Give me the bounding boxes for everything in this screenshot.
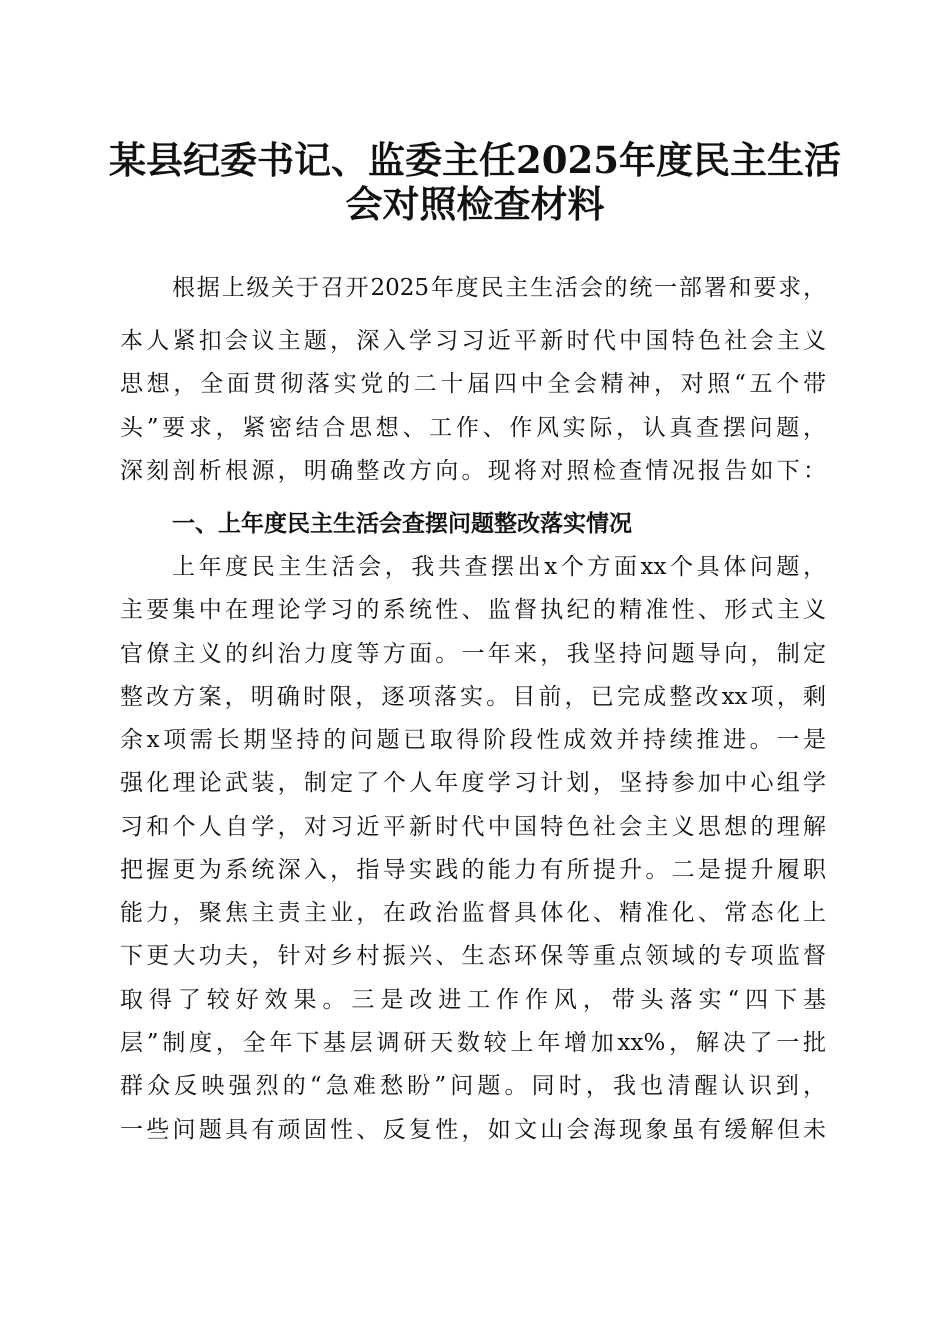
body-line: 一些问题具有顽固性、反复性，如文山会海现象虽有缓解但未 xyxy=(120,1117,826,1143)
body-line: 强化理论武装，制定了个人年度学习计划，坚持参加中心组学 xyxy=(120,770,826,796)
body-line: 取得了较好效果。三是改进工作作风，带头落实“四下基 xyxy=(120,987,826,1013)
body-line: 主要集中在理论学习的系统性、监督执纪的精准性、形式主义 xyxy=(120,597,826,623)
body-line: 层”制度，全年下基层调研天数较上年增加xx%，解决了一批 xyxy=(120,1030,826,1056)
intro-line: 本人紧扣会议主题，深入学习习近平新时代中国特色社会主义 xyxy=(120,328,826,354)
document-title-line-2: 会对照检查材料 xyxy=(345,182,605,226)
body-line: 把握更为系统深入，指导实践的能力有所提升。二是提升履职 xyxy=(120,857,826,883)
body-line: 整改方案，明确时限，逐项落实。目前，已完成整改xx项，剩 xyxy=(120,684,826,710)
intro-line: 头”要求，紧密结合思想、工作、作风实际，认真查摆问题， xyxy=(120,415,826,441)
intro-line: 思想，全面贯彻落实党的二十届四中全会精神，对照“五个带 xyxy=(120,371,826,397)
document-title-line-1: 某县纪委书记、监委主任2025年度民主生活 xyxy=(109,138,841,182)
body-line: 群众反映强烈的“急难愁盼”问题。同时，我也清醒认识到， xyxy=(120,1073,826,1099)
body-line: 下更大功夫，针对乡村振兴、生态环保等重点领域的专项监督 xyxy=(120,943,826,969)
body-line: 习和个人自学，对习近平新时代中国特色社会主义思想的理解 xyxy=(120,814,826,840)
intro-line: 深刻剖析根源，明确整改方向。现将对照检查情况报告如下： xyxy=(120,458,826,484)
body-line: 上年度民主生活会，我共查摆出x个方面xx个具体问题， xyxy=(172,554,826,580)
body-line: 能力，聚焦主责主业，在政治监督具体化、精准化、常态化上 xyxy=(120,900,826,926)
section-heading: 一、上年度民主生活会查摆问题整改落实情况 xyxy=(172,511,632,537)
body-line: 余x项需长期坚持的问题已取得阶段性成效并持续推进。一是 xyxy=(120,727,826,753)
intro-line: 根据上级关于召开2025年度民主生活会的统一部署和要求， xyxy=(172,275,826,301)
body-line: 官僚主义的纠治力度等方面。一年来，我坚持问题导向，制定 xyxy=(120,641,826,667)
